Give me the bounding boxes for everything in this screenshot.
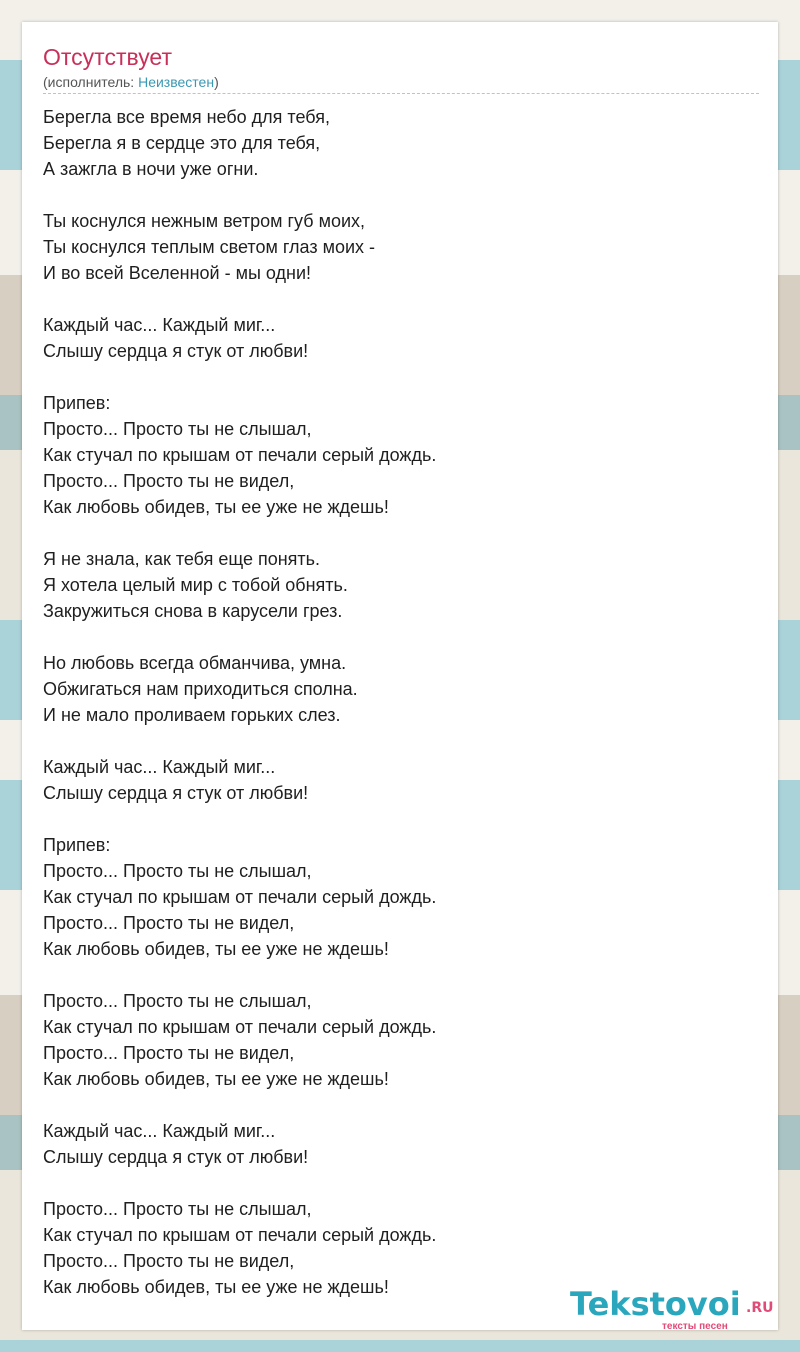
lyric-line: Каждый час... Каждый миг... <box>43 1121 276 1141</box>
lyric-line: Слышу сердца я стук от любви! <box>43 341 309 361</box>
lyric-line <box>43 286 743 312</box>
lyric-line: Как стучал по крышам от печали серый дождь. <box>43 887 437 907</box>
lyric-line <box>43 962 743 988</box>
lyric-line: Как любовь обидев, ты ее уже не ждешь! <box>43 497 389 517</box>
artist-line <box>43 73 219 91</box>
lyric-line: Как стучал по крышам от печали серый дождь. <box>43 1017 437 1037</box>
lyric-line: Припев: <box>43 835 111 855</box>
lyric-line: Обжигаться нам приходиться сполна. <box>43 679 358 699</box>
lyric-line: Я хотела целый мир с тобой обнять. <box>43 575 348 595</box>
lyric-line <box>43 624 743 650</box>
lyric-line: А зажгла в ночи уже огни. <box>43 159 259 179</box>
logo-wordmark: Tekstovoi <box>570 1285 741 1323</box>
lyric-line: Просто... Просто ты не слышал, <box>43 419 312 439</box>
lyric-line: Закружиться снова в карусели грез. <box>43 601 343 621</box>
artist-link[interactable]: Неизвестен <box>138 74 215 90</box>
lyric-line: Ты коснулся теплым светом глаз моих - <box>43 237 376 257</box>
lyric-line: Я не знала, как тебя еще понять. <box>43 549 321 569</box>
artist-prefix: (исполнитель: <box>43 74 139 90</box>
lyric-line: Просто... Просто ты не видел, <box>43 1043 295 1063</box>
artist-suffix: ) <box>214 74 219 90</box>
lyric-line: И во всей Вселенной - мы одни! <box>43 263 312 283</box>
lyric-line: Просто... Просто ты не слышал, <box>43 861 312 881</box>
lyric-line: Просто... Просто ты не видел, <box>43 1251 295 1271</box>
lyric-line: Просто... Просто ты не видел, <box>43 913 295 933</box>
lyric-line: Как стучал по крышам от печали серый дождь. <box>43 1225 437 1245</box>
title-divider <box>43 93 759 94</box>
lyric-line <box>43 364 743 390</box>
lyric-line: Каждый час... Каждый миг... <box>43 757 276 777</box>
lyric-line: Слышу сердца я стук от любви! <box>43 1147 309 1167</box>
lyric-line: Но любовь всегда обманчива, умна. <box>43 653 347 673</box>
lyric-line: Как любовь обидев, ты ее уже не ждешь! <box>43 1277 389 1297</box>
lyric-line: Как любовь обидев, ты ее уже не ждешь! <box>43 1069 389 1089</box>
logo-tagline: тексты песен <box>662 1321 728 1332</box>
lyric-line: Как любовь обидев, ты ее уже не ждешь! <box>43 939 389 959</box>
lyrics-text <box>43 104 743 1300</box>
lyric-line: Слышу сердца я стук от любви! <box>43 783 309 803</box>
lyric-line: Каждый час... Каждый миг... <box>43 315 276 335</box>
lyric-line: Просто... Просто ты не видел, <box>43 471 295 491</box>
lyrics-card <box>22 22 778 1330</box>
lyric-line: И не мало проливаем горьких слез. <box>43 705 341 725</box>
logo-tld: .RU <box>746 1300 774 1316</box>
lyric-line <box>43 182 743 208</box>
lyric-line <box>43 1092 743 1118</box>
lyric-line: Как стучал по крышам от печали серый дождь. <box>43 445 437 465</box>
lyric-line: Берегла все время небо для тебя, <box>43 107 330 127</box>
lyric-line <box>43 728 743 754</box>
lyric-line: Берегла я в сердце это для тебя, <box>43 133 321 153</box>
song-title: Отсутствует <box>43 44 172 70</box>
lyric-line: Припев: <box>43 393 111 413</box>
lyric-line: Ты коснулся нежным ветром губ моих, <box>43 211 366 231</box>
lyric-line: Просто... Просто ты не слышал, <box>43 1199 312 1219</box>
site-logo[interactable] <box>570 1286 780 1334</box>
lyric-line <box>43 806 743 832</box>
lyric-line: Просто... Просто ты не слышал, <box>43 991 312 1011</box>
lyric-line <box>43 1170 743 1196</box>
lyric-line <box>43 520 743 546</box>
